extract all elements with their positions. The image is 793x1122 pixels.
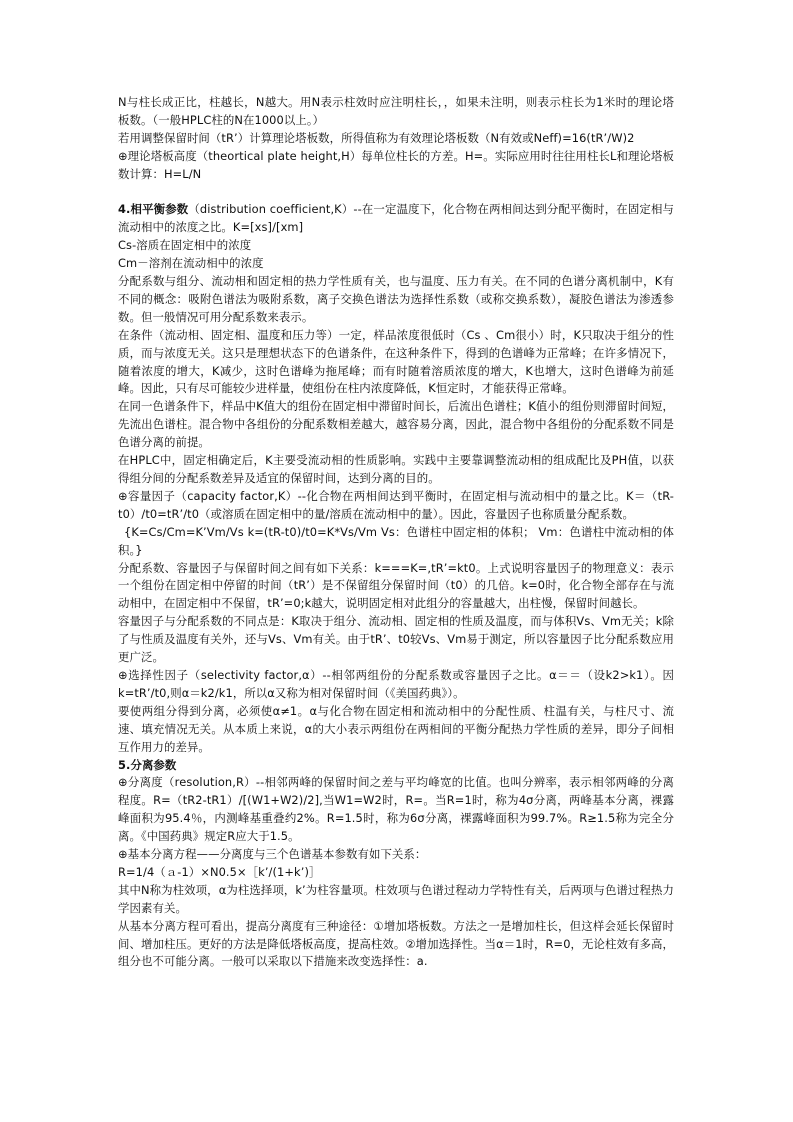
paragraph-basic-equation-intro: ⊕基本分离方程——分离度与三个色谱基本参数有如下关系： xyxy=(118,847,427,862)
paragraph-basic-equation: R=1/4（ａ-1）×N0.5×［k’/(1+k’)］ xyxy=(118,864,321,879)
paragraph-effective-plates: 若用调整保留时间（tR’）计算理论塔板数，所得值称为有效理论塔板数（N有效或Neff)=16(tR’/W)2 xyxy=(118,130,635,145)
paragraph-cm-definition: Cm－溶剂在流动相中的浓度 xyxy=(118,256,264,271)
distribution-coefficient-text: （distribution coefficient,K）--在一定温度下，化合物在两相间达到分配平衡时，在固定相与流动相中的浓度之比。K=[xs]/[xm] xyxy=(118,202,675,235)
blank-line xyxy=(118,184,674,202)
paragraph-selectivity-factor: ⊕选择性因子（selectivity factor,α）--相邻两组份的分配系数或容量因子之比。α＝＝（设k2>k1）。因k=tR’/t0,则α＝k2/k1，所以α又称为相对保留时间（《美国药典》）。 xyxy=(118,667,674,700)
paragraph-peak-shape: 在条件（流动相、固定相、温度和压力等）一定，样品浓度很低时（Cs 、Cm很小）时，K只取决于组分的性质，而与浓度无关。这只是理想状态下的色谱条件，在这种条件下，得到的色谱峰为正常峰；在许多情况下，随着浓度的增大，K减少，这时色谱峰为拖尾峰；而有时随着溶质浓度的增大，K也增大，这时色谱峰为前延峰。因此，只有尽可能较少进样量，使组份在柱内浓度降低，K恒定时，才能获得正常峰。 xyxy=(118,327,674,396)
paragraph-k-difference: 容量因子与分配系数的不同点是：K取决于组分、流动相、固定相的性质及温度，而与体积Vs、Vm无关；k除了与性质及温度有关外，还与Vs、Vm有关。由于tR’、t0较Vs、Vm易于测定，所以容量因子比分配系数应用更广泛。 xyxy=(118,614,674,665)
section-heading-4: 4.相平衡参数 xyxy=(118,202,189,217)
paragraph-capacity-formula: {K=Cs/Cm=K’Vm/Vs k=(tR-t0)/t0=K*Vs/Vm Vs：色谱柱中固定相的体积； Vm：色谱柱中流动相的体积。} xyxy=(118,524,674,557)
paragraph-equation-terms: 其中N称为柱效项，α为柱选择项，k’为柱容量项。柱效项与色谱过程动力学特性有关，后两项与色谱过程热力学因素有关。 xyxy=(118,882,674,915)
paragraph-alpha-separation: 要使两组分得到分离，必须使α≠1。α与化合物在固定相和流动相中的分配性质、柱温有关，与柱尺寸、流速、填充情况无关。从本质上来说，α的大小表示两组份在两相间的平衡分配热力学性质的差异，即分子间相互作用力的差异。 xyxy=(118,703,674,754)
paragraph-elution-order: 在同一色谱条件下，样品中K值大的组份在固定相中滞留时间长，后流出色谱柱；K值小的组份则滞留时间短，先流出色谱柱。混合物中各组份的分配系数相差越大，越容易分离，因此，混合物中各组份的分配系数不同是色谱分离的前提。 xyxy=(118,399,674,450)
paragraph-plate-height: ⊕理论塔板高度（theortical plate height,H）每单位柱长的方差。H=。实际应用时往往用柱长L和理论塔板数计算：H=L/N xyxy=(118,148,674,181)
paragraph-distribution-thermo: 分配系数与组分、流动相和固定相的热力学性质有关，也与温度、压力有关。在不同的色谱分离机制中，K有不同的概念：吸附色谱法为吸附系数，离子交换色谱法为选择性系数（或称交换系数），凝胶色谱法为渗透参数。但一般情况可用分配系数来表示。 xyxy=(118,274,674,324)
paragraph-capacity-factor: ⊕容量因子（capacity factor,K）--化合物在两相间达到平衡时，在固定相与流动相中的量之比。K＝（tR-t0）/t0=tR’/t0（或溶质在固定相中的量/溶质在流动相中的量）。因此，容量因子也称质量分配系数。 xyxy=(118,488,674,521)
paragraph-column-length: N与柱长成正比，柱越长，N越大。用N表示柱效时应注明柱长，，如果未注明，则表示柱长为1米时的理论塔板数。（一般HPLC柱的N在1000以上。） xyxy=(118,95,674,127)
section-heading-5: 5.分离参数 xyxy=(118,757,177,772)
paragraph-hplc-mobile-phase: 在HPLC中，固定相确定后，K主要受流动相的性质影响。实践中主要靠调整流动相的组成配比及PH值，以获得组分间的分配系数差异及适宜的保留时间，达到分离的目的。 xyxy=(118,453,674,486)
paragraph-distribution-coefficient xyxy=(118,201,674,237)
paragraph-resolution: ⊕分离度（resolution,R）--相邻两峰的保留时间之差与平均峰宽的比值。也叫分辨率，表示相邻两峰的分离程度。R=（tR2-tR1）/[(W1+W2)/2],当W1=W2时，R=。当R=1时，称为4σ分离，两峰基本分离，裸露峰面积为95.4％，内测峰基重叠约2%。R=1.5时，称为6σ分离，裸露峰面积为99.7%。R≥1.5称为完全分离。《中国药典》规定R应大于1.5。 xyxy=(118,775,674,844)
paragraph-cs-definition: Cs-溶质在固定相中的浓度 xyxy=(118,238,252,253)
paragraph-improve-resolution: 从基本分离方程可看出，提高分离度有三种途径：①增加塔板数。方法之一是增加柱长，但这样会延长保留时间、增加柱压。更好的方法是降低塔板高度，提高柱效。②增加选择性。当α＝1时，R=0，无论柱效有多高，组分也不可能分离。一般可以采取以下措施来改变选择性：a. xyxy=(118,918,674,969)
document-page xyxy=(118,94,674,971)
paragraph-retention-relation: 分配系数、容量因子与保留时间之间有如下关系：k===K=,tR’=kt0。上式说明容量因子的物理意义：表示一个组份在固定相中停留的时间（tR’）是不保留组分保留时间（t0）的几倍。k=0时，化合物全部存在与流动相中，在固定相中不保留，tR’=0;k越大，说明固定相对此组分的容量越大，出柱慢，保留时间越长。 xyxy=(118,560,674,611)
